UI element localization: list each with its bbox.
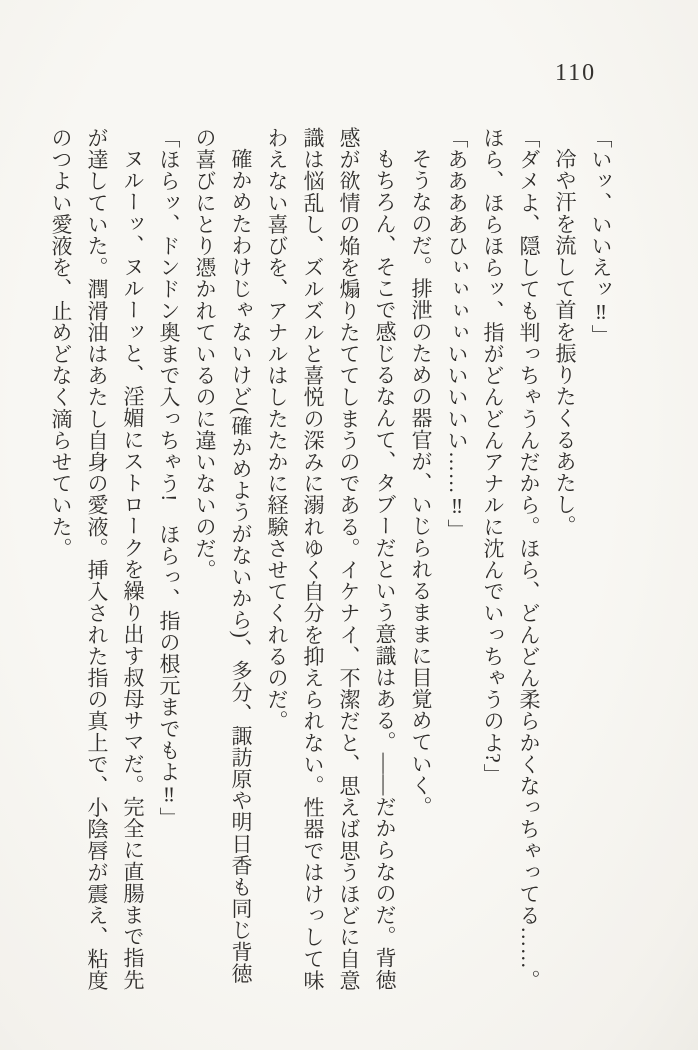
text-column: 確かめたわけじゃないけど(確かめようがないから)、多分、諏訪原や明日香も同じ背徳 [229, 148, 253, 984]
text-column: が達していた。潤滑油はあたし自身の愛液。挿入された指の真上で、小陰唇が震え、粘度 [85, 127, 109, 991]
text-column: 「ああああひぃぃぃぃいいいいい……‼」 [445, 127, 469, 541]
text-column: の喜びにとり憑かれているのに違いないのだ。 [193, 127, 217, 581]
text-column: そうなのだ。排泄のための器官が、いじられるままに目覚めていく。 [409, 148, 433, 818]
text-column: 冷や汗を流して首を振りたくるあたし。 [553, 148, 577, 537]
text-column: 「ほらッ、ドンドン奥まで入っちゃう! ほらっ、指の根元までもよ‼」 [157, 127, 181, 829]
vertical-text-block [43, 127, 619, 1022]
text-column: 「ダメよ、隠しても判っちゃうんだから。ほら、どんどん柔らかくなっちゃってる……。 [517, 127, 541, 991]
text-column: わえない喜びを、アナルはしたたかに経験させてくれるのだ。 [265, 127, 289, 732]
page-number: 110 [555, 60, 597, 86]
text-column: もちろん、そこで感じるなんて、タブーだという意識はある。――だからなのだ。背徳 [373, 148, 397, 991]
text-column: 識は悩乱し、ズルズルと喜悦の深みに溺れゆく自分を抑えられない。性器ではけっして味 [301, 127, 325, 991]
text-column: ほら、ほらほらッ、指がどんどんアナルに沈んでいっちゃうのよ?」 [481, 127, 505, 785]
text-column: のつよい愛液を、止めどなく滴らせていた。 [49, 127, 73, 559]
text-column: ヌルーッ、ヌルーッと、淫媚にストロークを繰り出す叔母サマだ。完全に直腸まで指先 [121, 148, 145, 991]
text-column: 感が欲情の焔を煽りたててしまうのである。イケナイ、不潔だと、思えば思うほどに自意 [337, 127, 361, 991]
text-column: 「いッ、いいえッ‼」 [589, 127, 613, 346]
